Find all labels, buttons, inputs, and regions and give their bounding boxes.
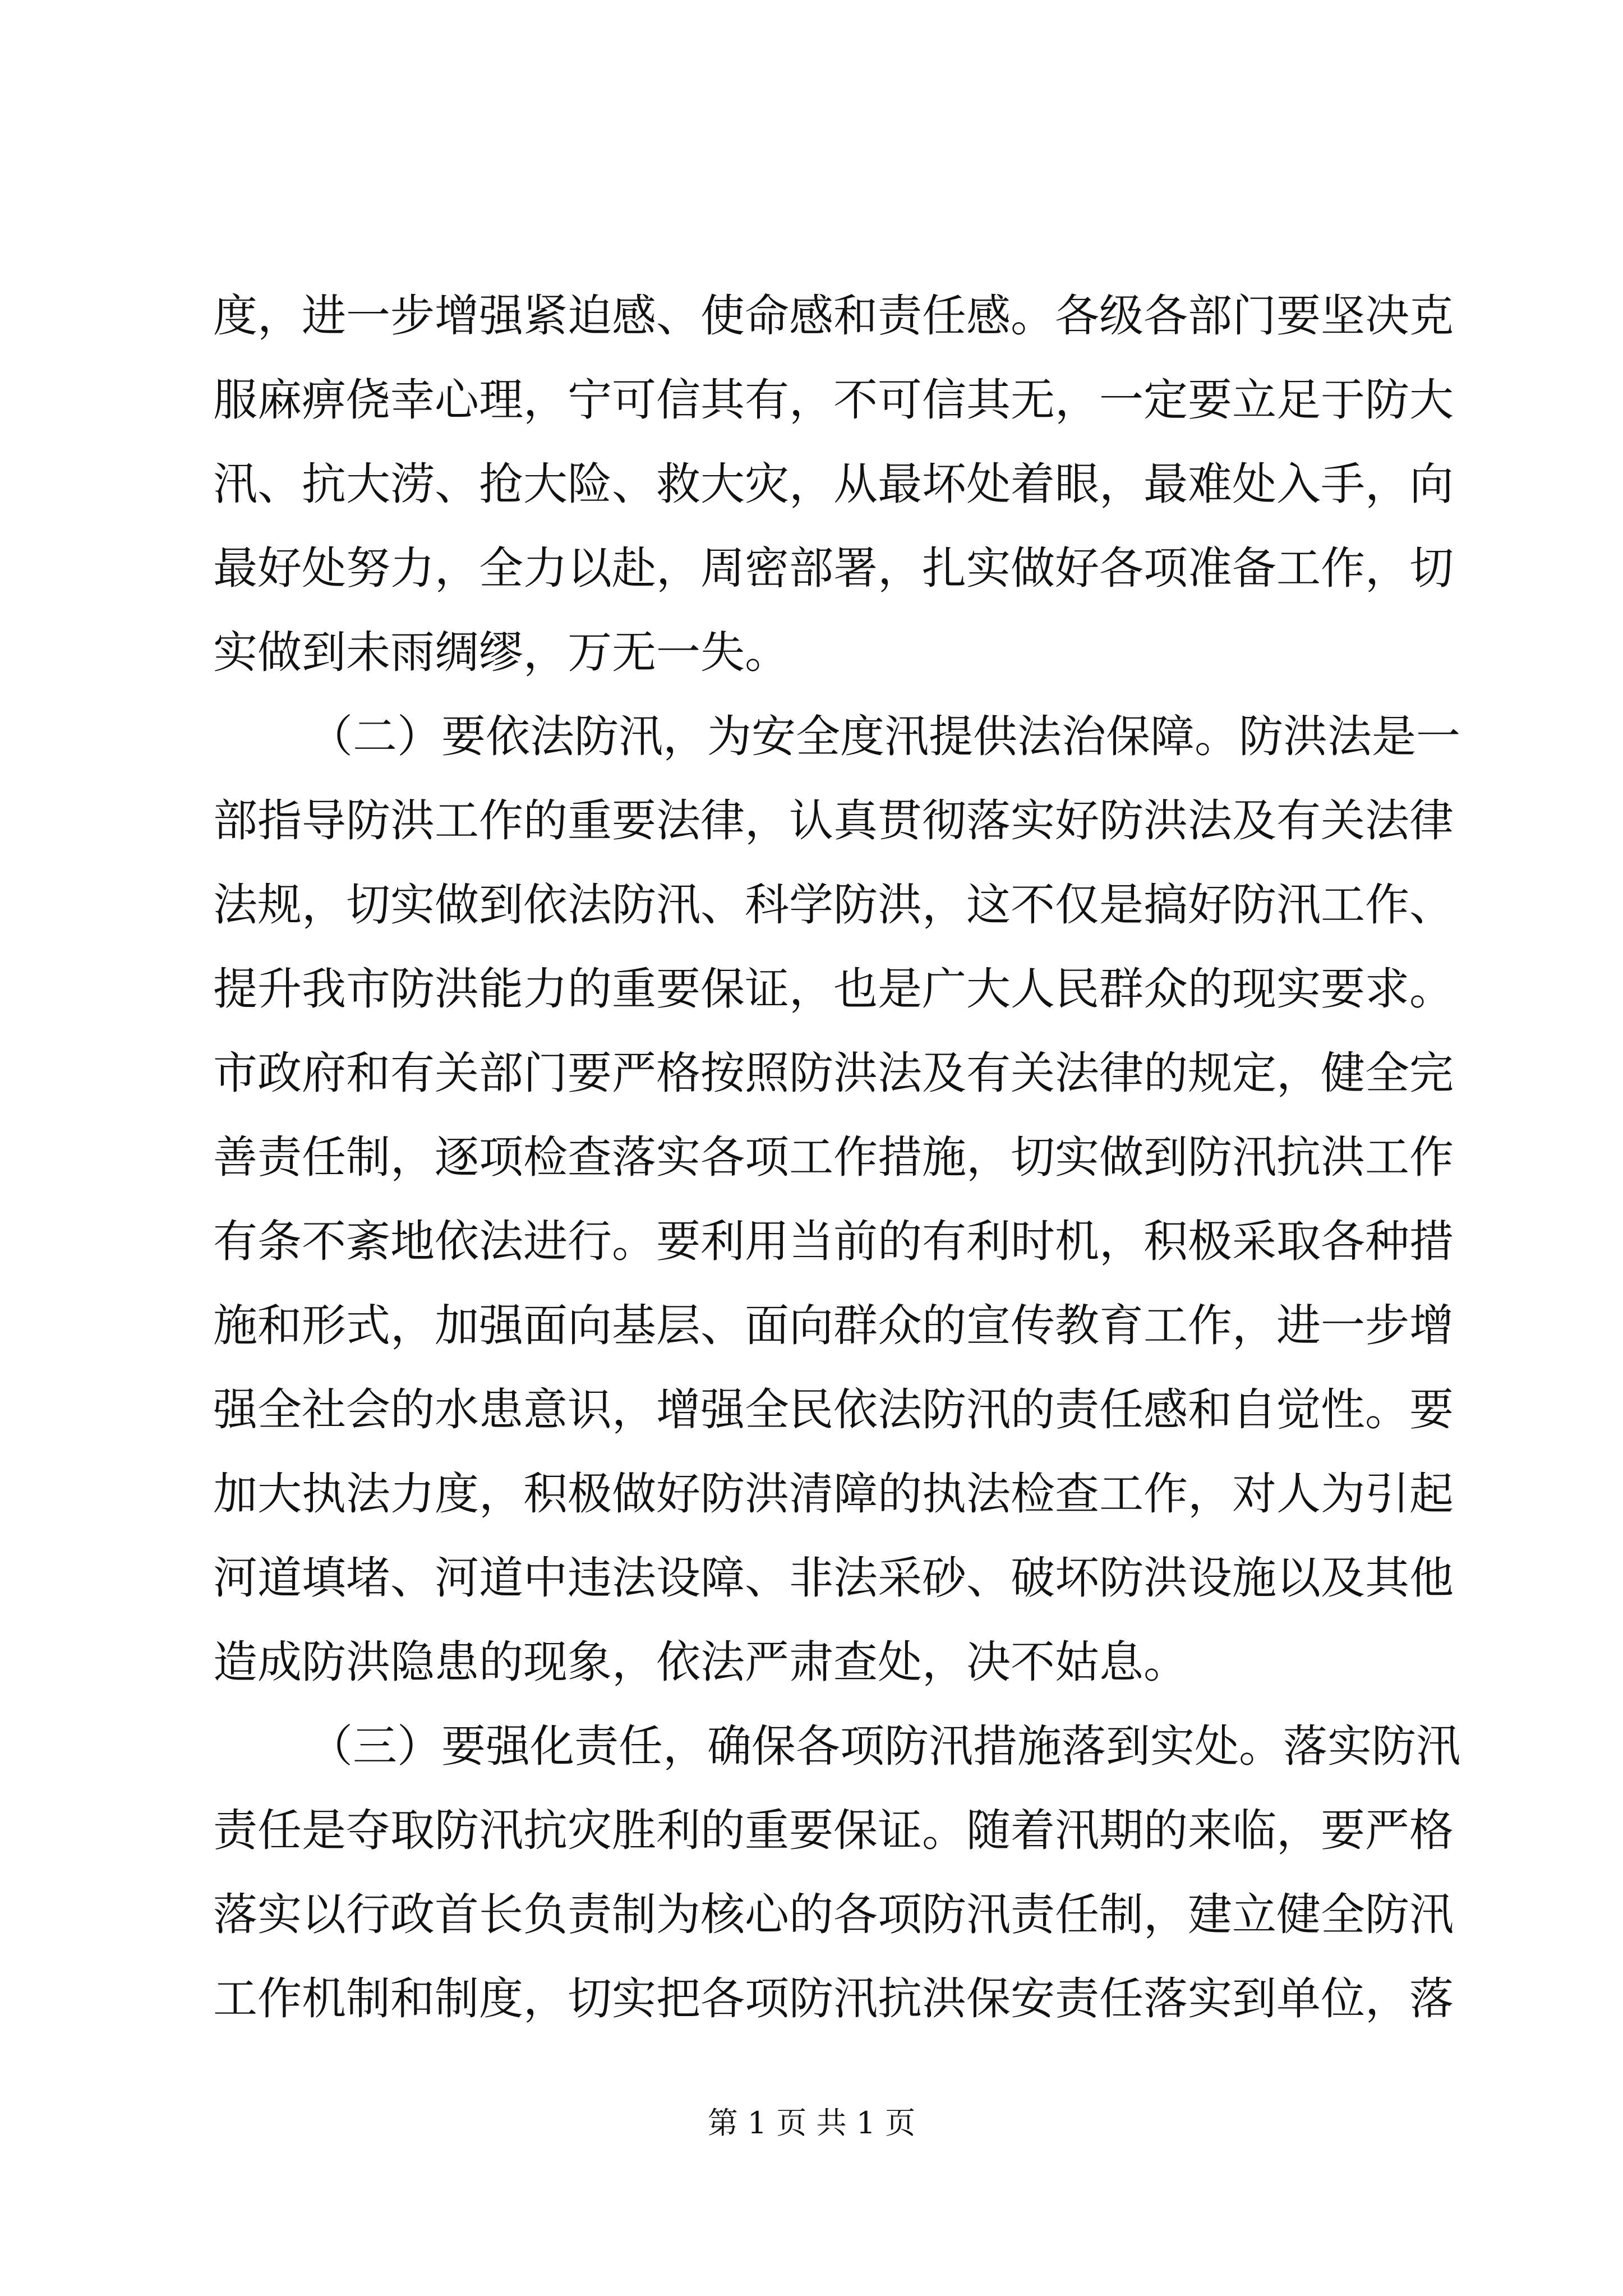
text-line: 部指导防洪工作的重要法律，认真贯彻落实好防洪法及有关法律 (213, 795, 1454, 846)
text-line: 有条不紊地依法进行。要利用当前的有利时机，积极采取各种措 (213, 1216, 1454, 1267)
document-body (213, 274, 1460, 2041)
text-line: 最好处努力，全力以赴，周密部署，扎实做好各项准备工作，切 (213, 542, 1454, 594)
text-line: 强全社会的水患意识，增强全民依法防汛的责任感和自觉性。要 (213, 1384, 1454, 1435)
text-line: 施和形式，加强面向基层、面向群众的宣传教育工作，进一步增 (213, 1300, 1454, 1351)
text-line: 市政府和有关部门要严格按照防洪法及有关法律的规定，健全完 (213, 1047, 1454, 1099)
text-line: 法规，切实做到依法防汛、科学防洪，这不仅是搞好防汛工作、 (213, 879, 1454, 931)
text-line: 实做到未雨绸缪，万无一失。 (213, 627, 789, 678)
page-footer: 第 1 页 共 1 页 (707, 2105, 916, 2141)
text-line: 落实以行政首长负责制为核心的各项防汛责任制，建立健全防汛 (213, 1889, 1454, 1940)
text-line: 河道填堵、河道中违法设障、非法采砂、破坏防洪设施以及其他 (213, 1552, 1454, 1604)
text-line: 加大执法力度，积极做好防洪清障的执法检查工作，对人为引起 (213, 1468, 1454, 1520)
text-line: 提升我市防洪能力的重要保证，也是广大人民群众的现实要求。 (213, 963, 1454, 1015)
paragraph-start-line: （二）要依法防汛，为安全度汛提供法治保障。防洪法是一 (308, 711, 1460, 762)
text-line: 服麻痹侥幸心理，宁可信其有，不可信其无，一定要立足于防大 (213, 374, 1454, 426)
text-line: 善责任制，逐项检查落实各项工作措施，切实做到防汛抗洪工作 (213, 1131, 1454, 1183)
text-line: 造成防洪隐患的现象，依法严肃查处，决不姑息。 (213, 1636, 1188, 1688)
paragraph-start-line: （三）要强化责任，确保各项防汛措施落到实处。落实防汛 (308, 1720, 1460, 1772)
text-line: 工作机制和制度，切实把各项防汛抗洪保安责任落实到单位，落 (213, 1973, 1454, 2024)
text-line: 度，进一步增强紧迫感、使命感和责任感。各级各部门要坚决克 (213, 290, 1454, 342)
text-line: 责任是夺取防汛抗灾胜利的重要保证。随着汛期的来临，要严格 (213, 1805, 1454, 1856)
text-line: 汛、抗大涝、抢大险、救大灾，从最坏处着眼，最难处入手，向 (213, 458, 1454, 510)
